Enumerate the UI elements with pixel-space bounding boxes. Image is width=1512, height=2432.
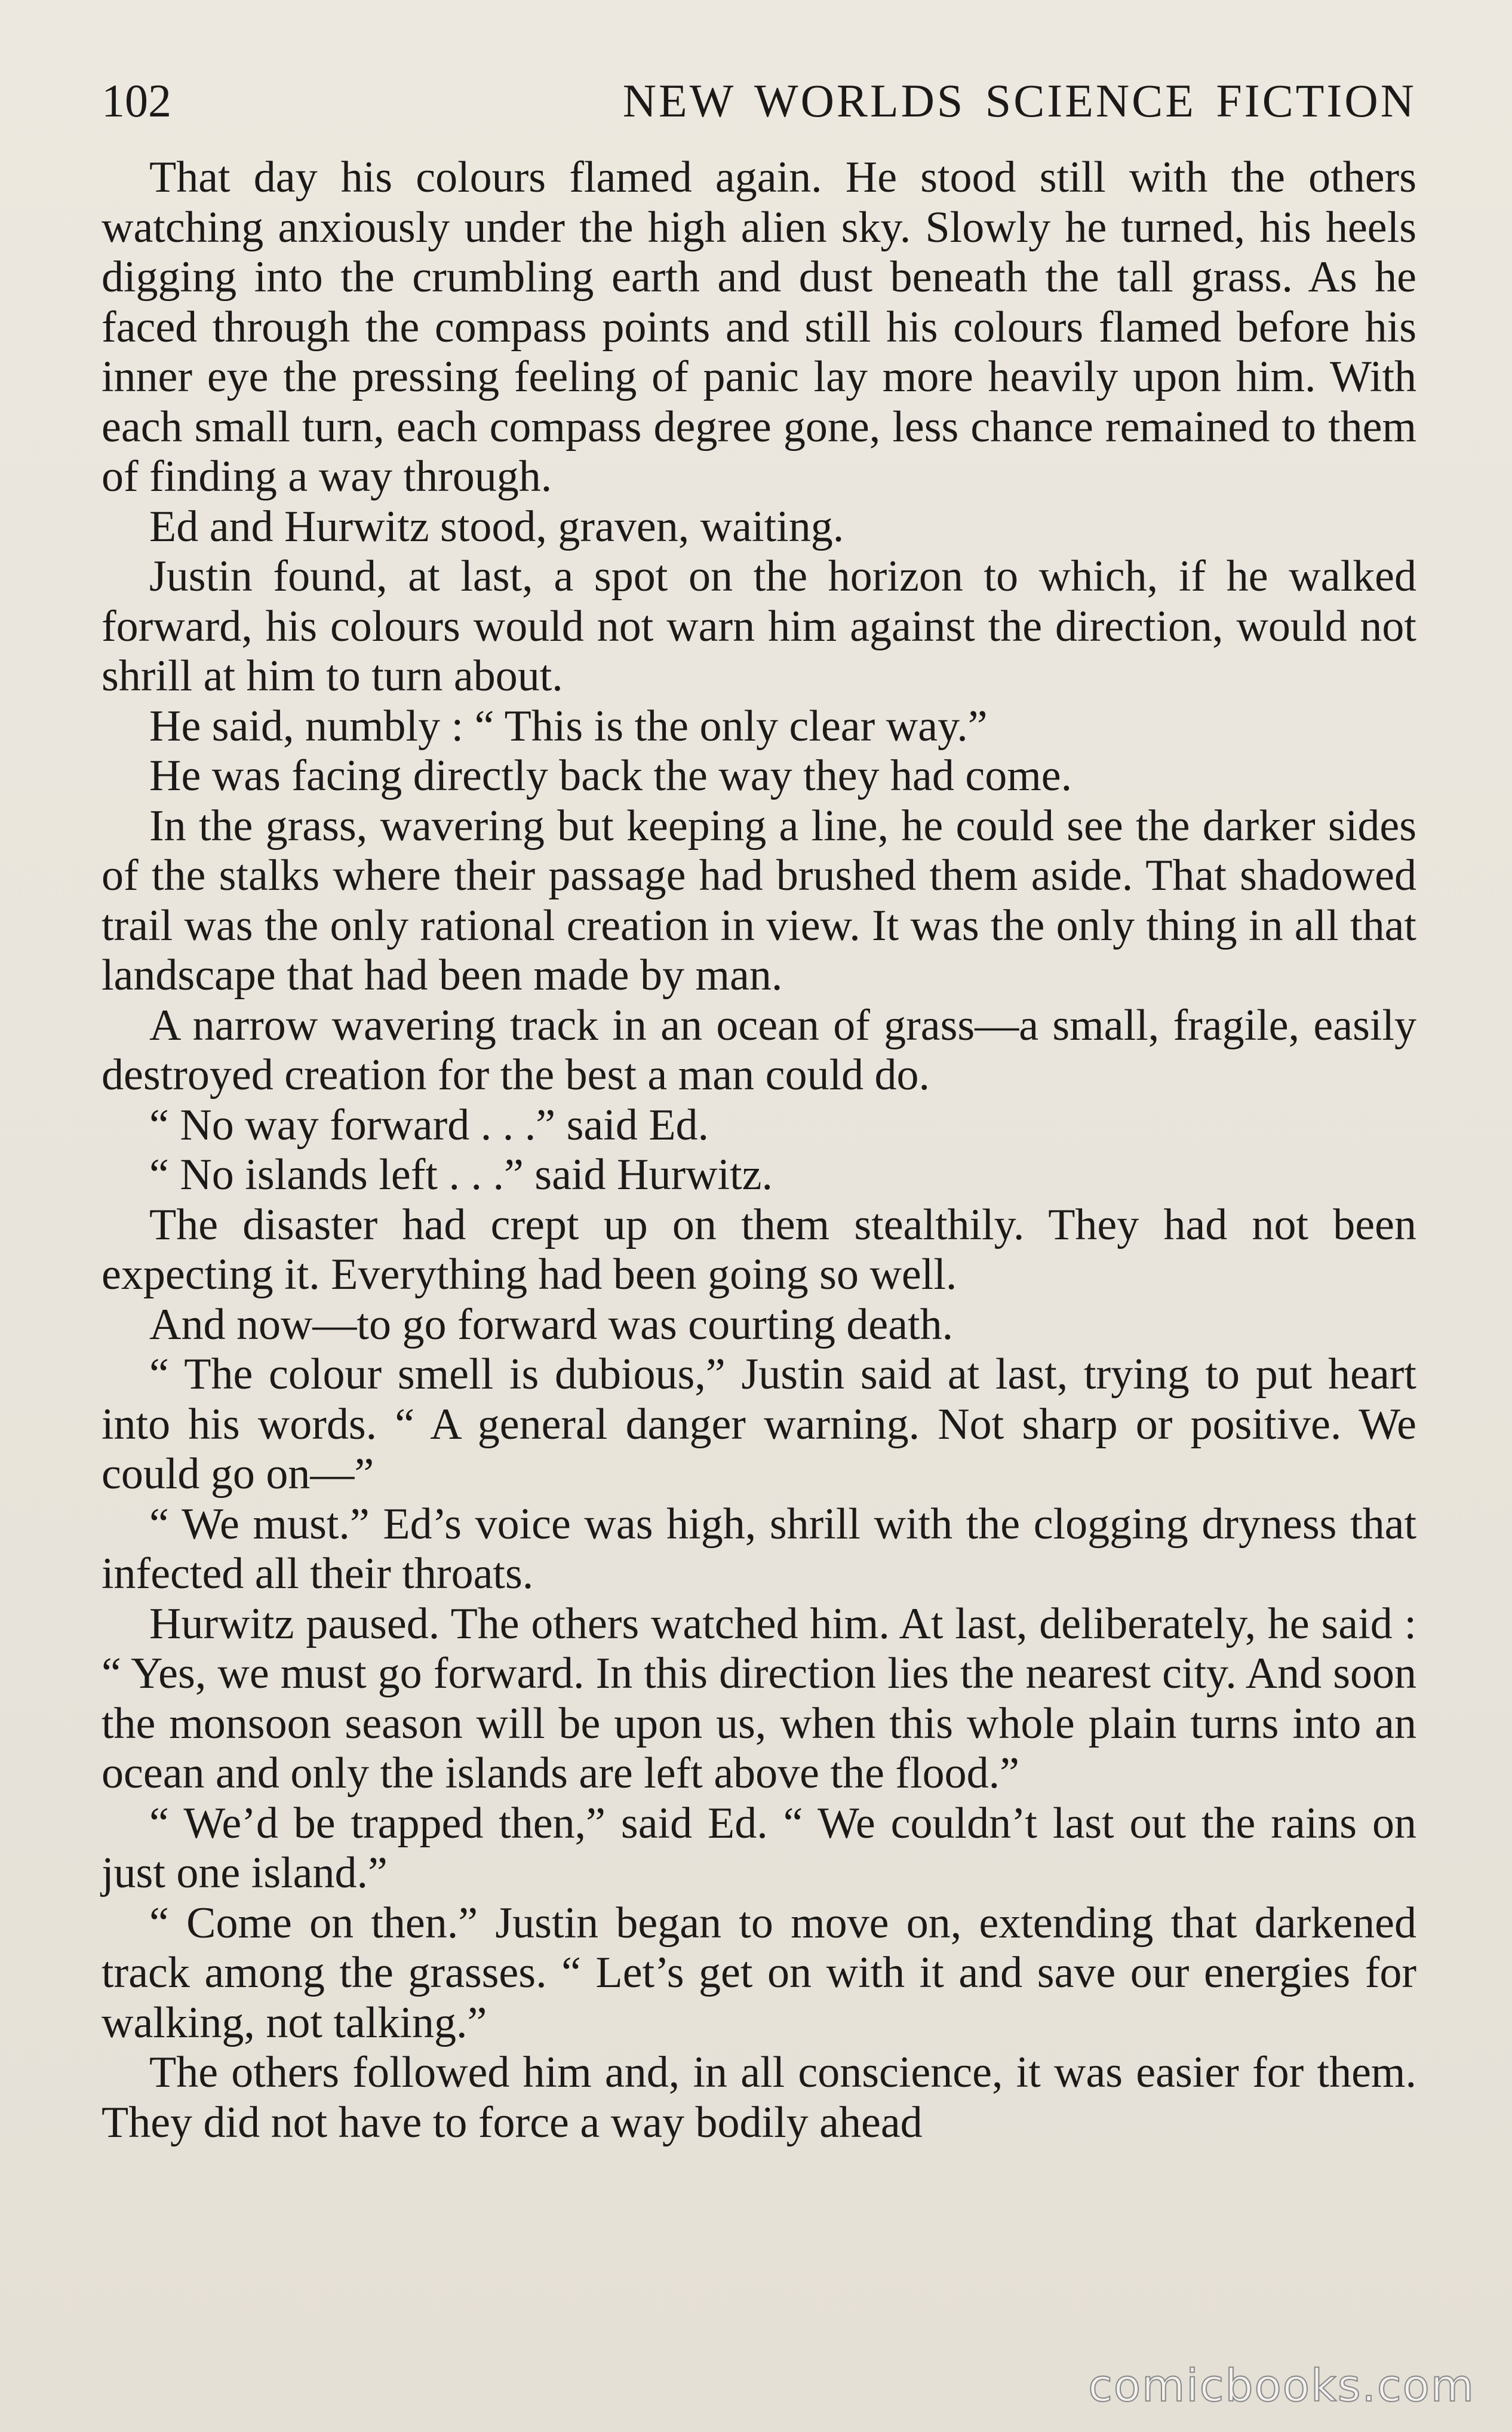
running-title: NEW WORLDS SCIENCE FICTION (622, 75, 1416, 127)
paragraph: Ed and Hurwitz stood, graven, waiting. (149, 502, 844, 551)
paragraph: A narrow wavering track in an ocean of grass—a small, fragile, easily destroyed creation for the best a man could do. (102, 1000, 1416, 1100)
paragraph: The others followed him and, in all conscience, it was easier for them. They did not have to force a way bodily ahead (102, 2048, 1416, 2147)
paragraph: “ No islands left . . .” said Hurwitz. (149, 1150, 773, 1199)
paragraph: And now—to go forward was courting death. (149, 1300, 954, 1349)
paragraph: That day his colours flamed again. He stood still with the others watching anxiously under the high alien sky. Slowly he turned, his heels digging into the crumbling earth and dust beneath the tall grass. As he faced through the compass points and still his colours flamed before his inner eye the pressing feeling of panic lay more heavily upon him. With each small turn, each compass degree gone, less chance remained to them of finding a way through. (102, 153, 1416, 501)
paragraph: In the grass, wavering but keeping a line, he could see the darker sides of the stalks where their passage had brushed them aside. That shadowed trail was the only rational creation in view. It was the only thing in all that landscape that had been made by man. (102, 801, 1416, 1000)
paragraph: He said, numbly : “ This is the only clear way.” (149, 701, 988, 751)
paragraph: He was facing directly back the way they had come. (149, 751, 1072, 800)
watermark: comicbooks.com (1088, 2360, 1475, 2412)
body-text (102, 153, 1416, 2148)
page-number: 102 (102, 75, 171, 127)
paragraph: “ We must.” Ed’s voice was high, shrill with the clogging dryness that infected all their throats. (102, 1499, 1416, 1598)
paragraph: “ We’d be trapped then,” said Ed. “ We couldn’t last out the rains on just one island.” (102, 1798, 1416, 1897)
paragraph: Justin found, at last, a spot on the horizon to which, if he walked forward, his colours would not warn him against the direction, would not shrill at him to turn about. (102, 552, 1416, 701)
paragraph: “ The colour smell is dubious,” Justin said at last, trying to put heart into his words. “ A general danger warning. Not sharp or positive. We could go on—” (102, 1350, 1416, 1498)
paragraph: Hurwitz paused. The others watched him. At last, deliberately, he said : “ Yes, we must go forward. In this direction lies the nearest city. And soon the monsoon season will be upon us, when this whole plain turns into an ocean and only the islands are left above the flood.” (102, 1599, 1416, 1798)
paragraph: “ No way forward . . .” said Ed. (149, 1100, 709, 1150)
paragraph: The disaster had crept up on them stealthily. They had not been expecting it. Everything had been going so well. (102, 1200, 1416, 1299)
page-header (102, 75, 1416, 127)
paragraph: “ Come on then.” Justin began to move on, extending that darkened track among the grasses. “ Let’s get on with it and save our energies for walking, not talking.” (102, 1898, 1416, 2047)
